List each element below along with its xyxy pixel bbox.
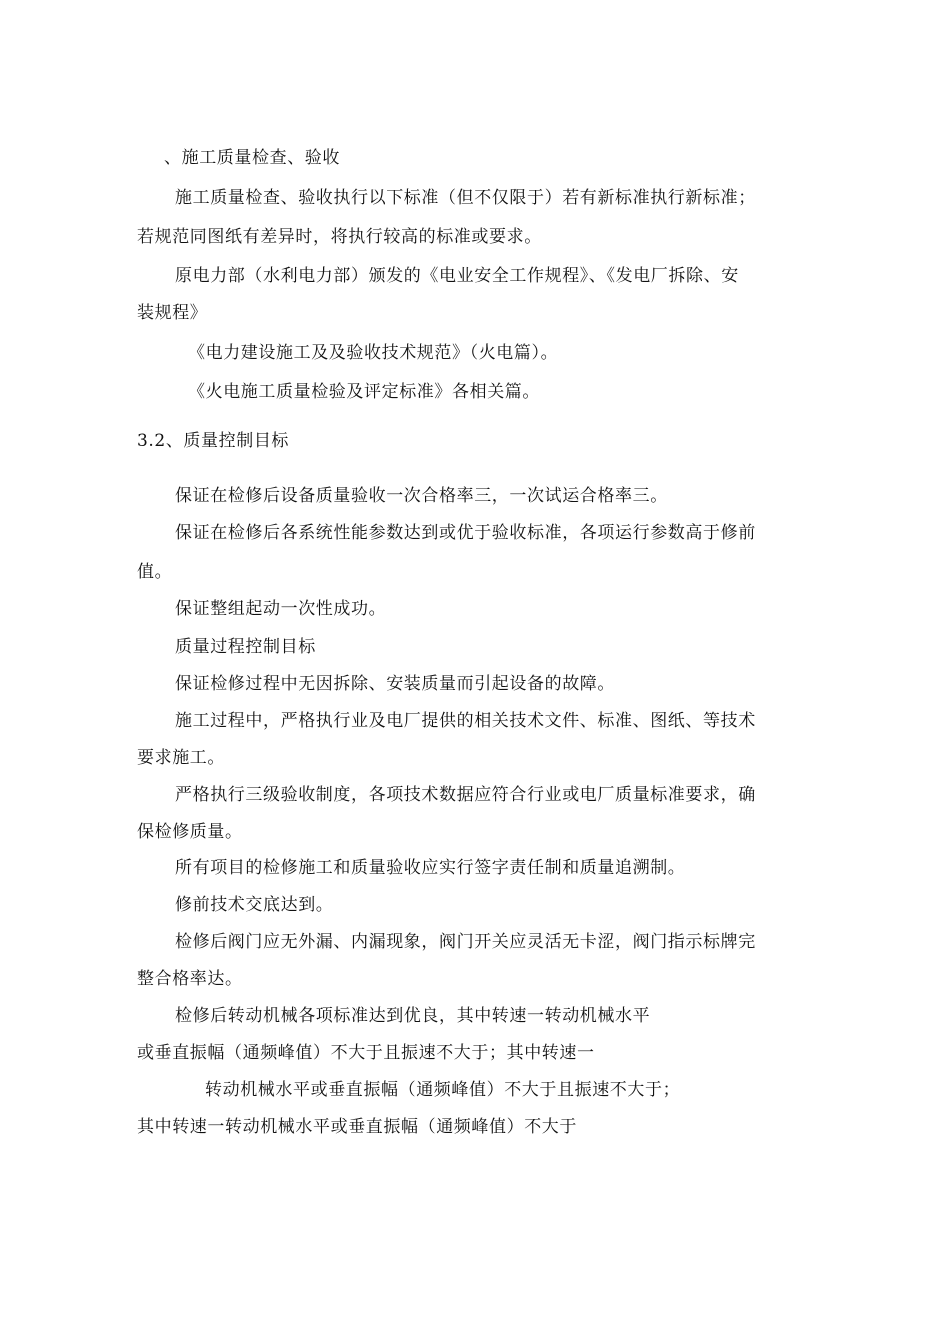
paragraph-rotating-machinery-line-1: 检修后转动机械各项标准达到优良，其中转速一转动机械水平	[175, 1006, 651, 1026]
paragraph-construction-line-2: 要求施工。	[137, 748, 225, 768]
paragraph-three-level-acceptance-line-2: 保检修质量。	[137, 822, 243, 842]
paragraph-target-performance-line-1: 保证在检修后各系统性能参数达到或优于验收标准，各项运行参数高于修前	[175, 523, 756, 543]
paragraph-technical-briefing: 修前技术交底达到。	[175, 895, 334, 915]
paragraph-rotating-machinery-line-3: 转动机械水平或垂直振幅（通频峰值）不大于且振速不大于；	[205, 1080, 681, 1100]
paragraph-valves-line-1: 检修后阀门应无外漏、内漏现象，阀门开关应灵活无卡涩，阀门指示标牌完	[175, 932, 756, 952]
paragraph-no-faults: 保证检修过程中无因拆除、安装质量而引起设备的故障。	[175, 674, 615, 694]
paragraph-valves-line-2: 整合格率达。	[137, 969, 243, 989]
paragraph-rotating-machinery-line-4: 其中转速一转动机械水平或垂直振幅（通频峰值）不大于	[137, 1117, 577, 1137]
paragraph-three-level-acceptance-line-1: 严格执行三级验收制度，各项技术数据应符合行业或电厂质量标准要求，确	[175, 785, 756, 805]
paragraph-standards-line-2: 若规范同图纸有差异时，将执行较高的标准或要求。	[137, 227, 542, 247]
subheading-process-control-targets: 质量过程控制目标	[175, 637, 316, 657]
paragraph-rotating-machinery-line-2: 或垂直振幅（通频峰值）不大于且振速不大于；其中转速一	[137, 1043, 595, 1063]
paragraph-target-pass-rate: 保证在检修后设备质量验收一次合格率三，一次试运合格率三。	[175, 486, 668, 506]
standard-item-construction-spec: 《电力建设施工及及验收技术规范》（火电篇）。	[188, 343, 559, 363]
paragraph-regulations-line-2: 装规程》	[137, 303, 208, 323]
section-heading-quality-inspection: 、施工质量检查、验收	[164, 148, 340, 168]
paragraph-target-performance-line-2: 值。	[137, 562, 173, 582]
paragraph-regulations-line-1: 原电力部（水利电力部）颁发的《电业安全工作规程》、《发电厂拆除、安	[175, 266, 739, 286]
paragraph-construction-line-1: 施工过程中，严格执行业及电厂提供的相关技术文件、标准、图纸、等技术	[175, 711, 756, 731]
paragraph-signature-responsibility: 所有项目的检修施工和质量验收应实行签字责任制和质量追溯制。	[175, 858, 686, 878]
standard-item-quality-evaluation: 《火电施工质量检验及评定标准》各相关篇。	[188, 382, 540, 402]
paragraph-target-startup: 保证整组起动一次性成功。	[175, 599, 387, 619]
paragraph-standards-line-1: 施工质量检查、验收执行以下标准（但不仅限于）若有新标准执行新标准；	[175, 188, 756, 208]
section-heading-quality-targets: 3.2、质量控制目标	[137, 431, 290, 451]
